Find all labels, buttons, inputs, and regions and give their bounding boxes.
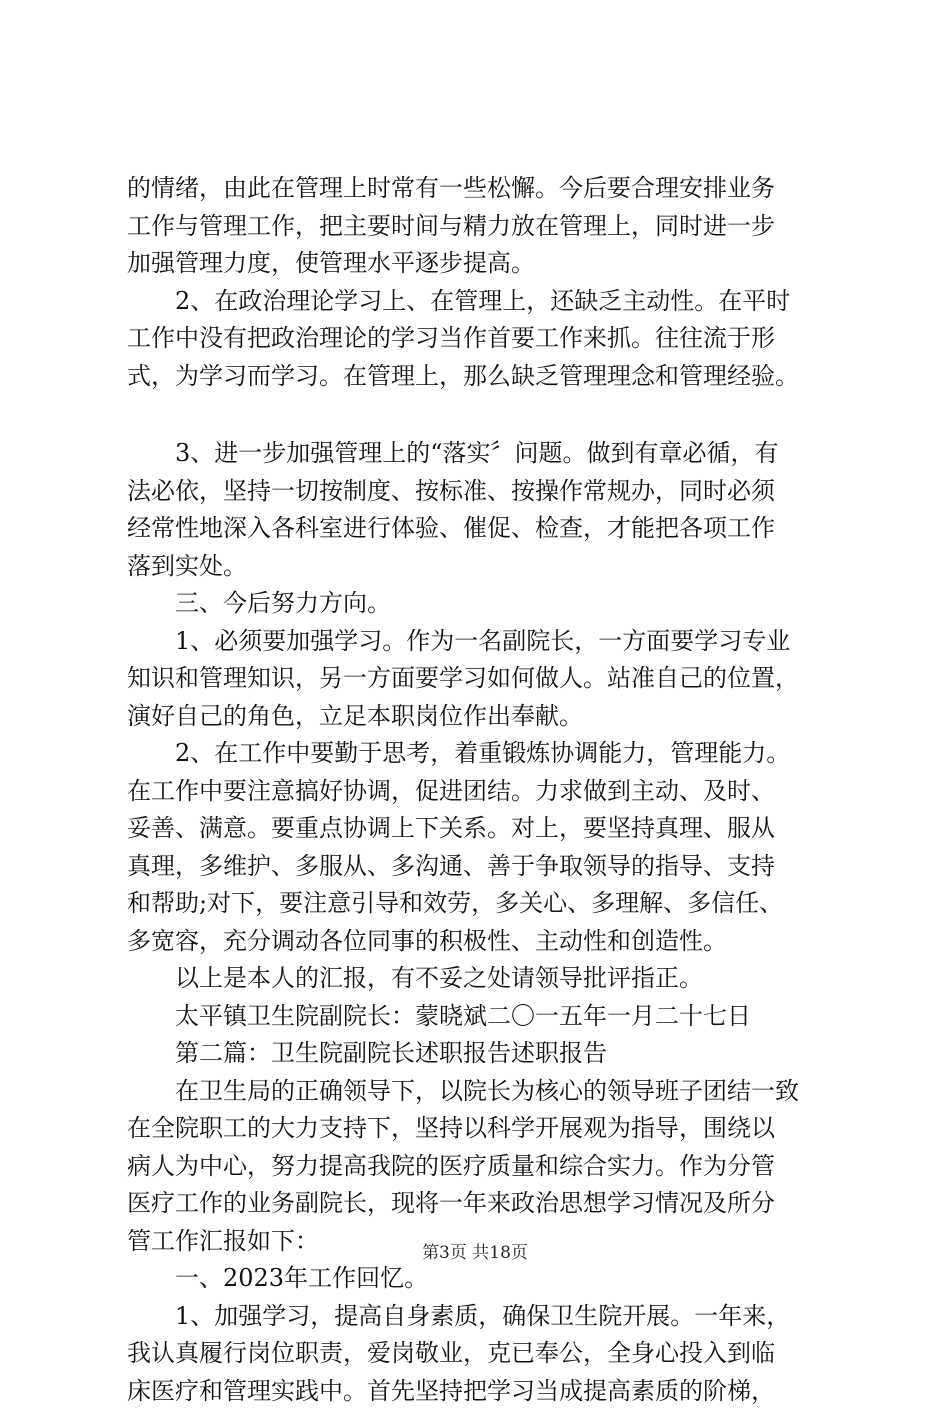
text-line: 以上是本人的汇报，有不妥之处请领导批评指正。 <box>127 960 847 998</box>
text-line: 演好自己的角色，立足本职岗位作出奉献。 <box>127 698 847 736</box>
text-line: 加强管理力度，使管理水平逐步提高。 <box>127 245 847 283</box>
document-body <box>127 170 847 1410</box>
text-line: 在全院职工的大力支持下，坚持以科学开展观为指导，围绕以 <box>127 1110 847 1148</box>
text-line: 医疗工作的业务副院长，现将一年来政治思想学习情况及所分 <box>127 1185 847 1223</box>
text-line: 落到实处。 <box>127 548 847 586</box>
text-line: 2、在工作中要勤于思考，着重锻炼协调能力，管理能力。 <box>127 735 847 773</box>
paragraph-gap <box>127 395 847 435</box>
text-line: 病人为中心，努力提高我院的医疗质量和综合实力。作为分管 <box>127 1148 847 1186</box>
text-line: 管工作汇报如下： <box>127 1223 847 1261</box>
text-line: 多宽容，充分调动各位同事的积极性、主动性和创造性。 <box>127 923 847 961</box>
text-line: 3、进一步加强管理上的“落实〞问题。做到有章必循，有 <box>127 435 847 473</box>
text-line: 1、加强学习，提高自身素质，确保卫生院开展。一年来， <box>127 1298 847 1336</box>
section-heading: 一、2023年工作回忆。 <box>127 1260 847 1298</box>
text-line: 和帮助;对下，要注意引导和效劳，多关心、多理解、多信任、 <box>127 885 847 923</box>
section-heading: 三、今后努力方向。 <box>127 585 847 623</box>
text-line: 知识和管理知识，另一方面要学习如何做人。站准自己的位置， <box>127 660 847 698</box>
text-line: 法必依，坚持一切按制度、按标准、按操作常规办，同时必须 <box>127 473 847 511</box>
section-title: 第二篇：卫生院副院长述职报告述职报告 <box>127 1035 847 1073</box>
signature-line: 太平镇卫生院副院长：蒙晓斌二〇一五年一月二十七日 <box>127 998 847 1036</box>
text-line: 1、必须要加强学习。作为一名副院长，一方面要学习专业 <box>127 623 847 661</box>
text-line: 式，为学习而学习。在管理上，那么缺乏管理理念和管理经验。 <box>127 358 847 396</box>
text-line: 2、在政治理论学习上、在管理上，还缺乏主动性。在平时 <box>127 283 847 321</box>
text-line: 工作与管理工作，把主要时间与精力放在管理上，同时进一步 <box>127 208 847 246</box>
text-line: 在卫生局的正确领导下，以院长为核心的领导班子团结一致 <box>127 1073 847 1111</box>
text-line: 妥善、满意。要重点协调上下关系。对上，要坚持真理、服从 <box>127 810 847 848</box>
page-number: 第3页 共18页 <box>0 1242 950 1264</box>
text-line: 床医疗和管理实践中。首先坚持把学习当成提高素质的阶梯， <box>127 1373 847 1410</box>
text-line: 工作中没有把政治理论的学习当作首要工作来抓。往往流于形 <box>127 320 847 358</box>
text-line: 经常性地深入各科室进行体验、催促、检查，才能把各项工作 <box>127 510 847 548</box>
text-line: 的情绪，由此在管理上时常有一些松懈。今后要合理安排业务 <box>127 170 847 208</box>
text-line: 在工作中要注意搞好协调，促进团结。力求做到主动、及时、 <box>127 773 847 811</box>
text-line: 我认真履行岗位职责，爱岗敬业，克已奉公，全身心投入到临 <box>127 1335 847 1373</box>
text-line: 真理，多维护、多服从、多沟通、善于争取领导的指导、支持 <box>127 848 847 886</box>
